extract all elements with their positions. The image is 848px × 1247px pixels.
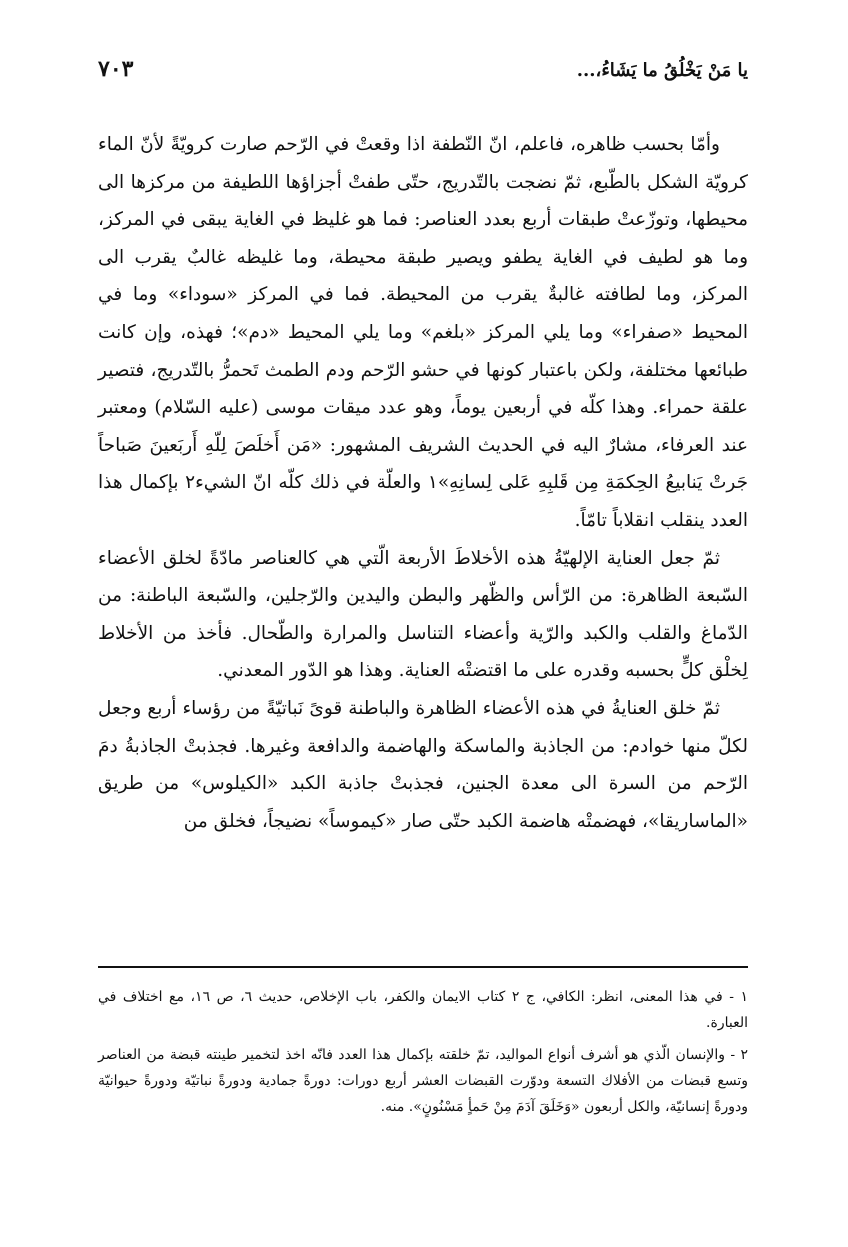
main-text [98,126,748,840]
running-header [98,56,748,92]
paragraph: ثمّ جعل العناية الإلهيّةُ هذه الأخلاطَ الأربعة الّتي هي كالعناصر مادّةً لخلق الأعضاء السّبعة الظاهرة: من الرّأس والظّهر والبطن واليدين والرّجلين، والسّبعة الباطنة: من الدّماغ والقلب والكبد والرّية وأعضاء التناسل والمرارة والطّحال. فأخذ من الأخلاط لِخلْق كلٍّ بحسبه وقدره على ما اقتضتْه العناية. وهذا هو الدّور المعدني. [98,547,748,682]
running-title: يا مَنْ يَخْلُقُ ما يَشَاءُ،... [576,60,748,81]
footnotes [98,984,748,1126]
paragraph: ثمّ خلق العنايةُ في هذه الأعضاء الظاهرة والباطنة قوىً نَباتيّةً من رؤساء أربع وجعل لكلّ منها خوادم: من الجاذبة والماسكة والهاضمة والدافعة وغيرها. فجذبتْ الجاذبةُ دمَ الرّحم من السرة الى معدة الجنين، فجذبتْ جاذبة الكبد «الكيلوس» من طريق «الماساريقا»، فهضمتْه هاضمة الكبد حتّى صار «كيموساً» نضيجاً، فخلق من [98,697,748,832]
footnote-2: ٢ - والإنسان الّذي هو أشرف أنواع المواليد، تمّ خلقته بإكمال هذا العدد فانّه اخذ لتخمير طينته قبضة من العناصر وتسع قبضات من الأفلاك التسعة ودوّرت القبضات العشر أربع دورات: دورةً جمادية ودورةً نباتيّة ودورةً حيوانيّة ودورةً إنسانيّة، والكل أربعون «وَخَلَقَ آدَمَ مِنْ حَمأٍ مَسْنُونٍ». منه. [98,1047,748,1115]
footnote-1: ١ - في هذا المعنى، انظر: الكافي، ج ٢ كتاب الايمان والكفر، باب الإخلاص، حديث ٦، ص ١٦، مع اختلاف في العبارة. [98,989,748,1031]
page-number: ٧٠٣ [98,56,134,82]
book-page [98,56,748,1216]
paragraph: وأمّا بحسب ظاهره، فاعلم، انّ النّطفة اذا وقعتْ في الرّحم صارت كرويّةً لأنّ الماء كرويّة الشكل بالطّبع، ثمّ نضجت بالتّدريج، حتّى طفتْ أجزاؤها اللطيفة من مركزها الى محيطها، وتوزّعتْ طبقات أربع بعدد العناصر: فما هو غليظ في الغاية يبقى في المركز، وما هو لطيف في الغاية يطفو ويصير طبقة محيطة، وما غليظه غالبٌ يقرب الى المركز، وما لطافته غالبةٌ يقرب من المحيطة. فما في المركز «سوداء» وما في المحيط «صفراء» وما يلي المركز «بلغم» وما يلي المحيط «دم»؛ فهذه، وإن كانت طبائعها مختلفة، ولكن باعتبار كونها في حشو الرّحم ودم الطمث تَحمرُّ بالتّدريج، فتصير علقة حمراء. وهذا كلّه في أربعين يوماً، وهو عدد ميقات موسى (عليه السّلام) ومعتبر عند العرفاء، مشارٌ اليه في الحديث الشريف المشهور: «مَن أَخلَصَ لِلّهِ أَربَعينَ صَباحاً جَرتْ يَنابيعُ الحِكمَةِ مِن قَلبِهِ عَلى لِسانِهِ»١ والعلّة في ذلك كلّه انّ الشيء٢ بإكمال هذا العدد ينقلب انقلاباً تامّاً. [98,134,749,531]
footnote-divider [98,966,748,968]
